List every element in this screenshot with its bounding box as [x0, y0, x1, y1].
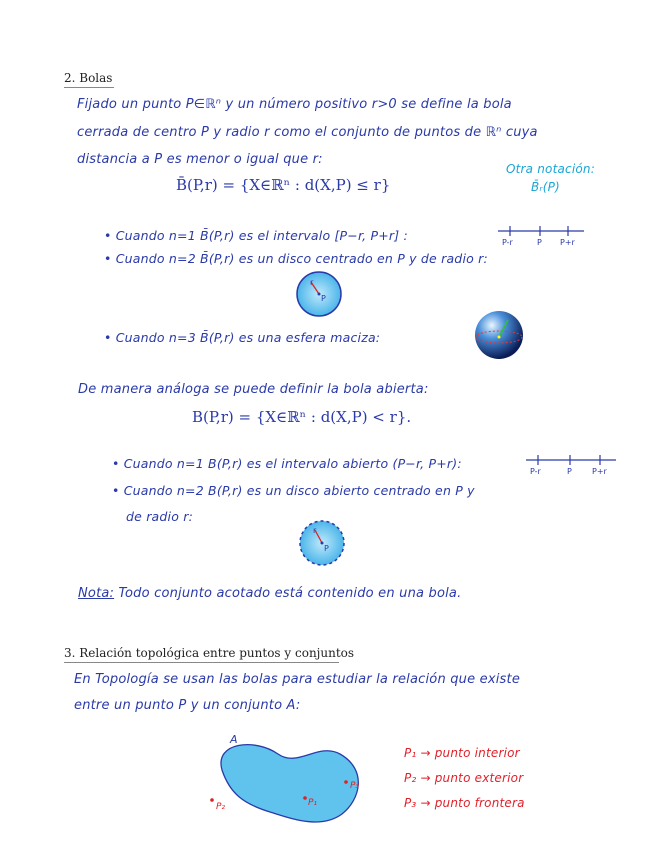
- point-p2-label: P₂: [216, 802, 226, 812]
- point-p3-label: P₃: [350, 781, 360, 791]
- set-a-label: A: [230, 733, 238, 746]
- open-interval-right-label: P+r: [592, 467, 607, 476]
- closed-disk-diagram: [292, 270, 346, 318]
- note: [78, 586, 461, 601]
- open-item-n2-cont: de radio r:: [126, 509, 193, 524]
- note-text: Todo conjunto acotado está contenido en una bola.: [118, 586, 462, 601]
- section-3-intro-line-2: entre un punto P y un conjunto A:: [74, 698, 301, 713]
- solid-sphere-diagram: [470, 308, 528, 362]
- legend-interior: P₁ → punto interior: [404, 746, 520, 760]
- closed-ball-formula: B̄(P,r) = {X∈ℝⁿ : d(X,P) ≤ r}: [176, 176, 391, 194]
- closed-disk-radius-label: r: [310, 278, 314, 287]
- open-interval-diagram: [524, 451, 620, 477]
- set-a-diagram: [200, 730, 370, 830]
- closed-disk-center-label: P: [321, 294, 326, 303]
- closed-interval-center-label: P: [537, 238, 542, 247]
- section-3-intro-line-1: En Topología se usan las bolas para estudiar la relación que existe: [74, 672, 521, 687]
- open-item-n1: • Cuando n=1 B(P,r) es el intervalo abierto (P−r, P+r):: [112, 456, 462, 471]
- other-notation: B̄ᵣ(P): [531, 180, 560, 194]
- closed-item-n1: • Cuando n=1 B̄(P,r) es el intervalo [P−r, P+r] :: [104, 228, 408, 243]
- open-disk-radius-label: r: [313, 526, 317, 535]
- open-disk-diagram: [295, 519, 349, 567]
- open-interval-center-label: P: [567, 467, 572, 476]
- closed-interval-right-label: P+r: [560, 238, 575, 247]
- legend-exterior: P₂ → punto exterior: [404, 771, 524, 785]
- closed-interval-diagram: [496, 222, 588, 248]
- note-label: Nota:: [78, 586, 115, 601]
- closed-interval-left-label: P-r: [502, 238, 513, 247]
- intro-line-1: Fijado un punto P∈ℝⁿ y un número positivo r>0 se define la bola: [77, 97, 512, 112]
- open-ball-intro: De manera análoga se puede definir la bola abierta:: [78, 382, 429, 397]
- section-3-title: 3. Relación topológica entre puntos y conjuntos: [64, 646, 354, 663]
- intro-line-2: cerrada de centro P y radio r como el conjunto de puntos de ℝⁿ cuya: [77, 125, 538, 140]
- closed-item-n2: • Cuando n=2 B̄(P,r) es un disco centrado en P y de radio r:: [104, 251, 488, 266]
- point-p1-label: P₁: [308, 798, 318, 808]
- section-2-title: 2. Bolas: [64, 71, 114, 88]
- closed-item-n3: • Cuando n=3 B̄(P,r) es una esfera maciza:: [104, 330, 381, 345]
- other-notation-label: Otra notación:: [506, 162, 595, 176]
- open-item-n2: • Cuando n=2 B(P,r) es un disco abierto centrado en P y: [112, 483, 475, 498]
- legend-boundary: P₃ → punto frontera: [404, 796, 525, 810]
- intro-line-3: distancia a P es menor o igual que r:: [77, 152, 323, 167]
- open-interval-left-label: P-r: [530, 467, 541, 476]
- open-disk-center-label: P: [324, 544, 329, 553]
- open-ball-formula: B(P,r) = {X∈ℝⁿ : d(X,P) < r}.: [192, 408, 412, 426]
